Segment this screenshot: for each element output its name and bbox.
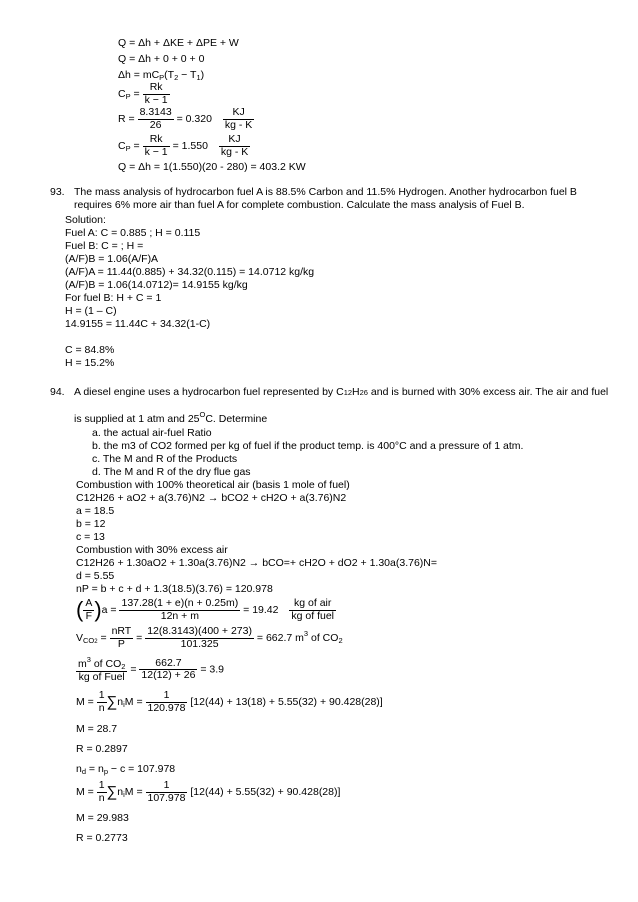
solution-line: C12H26 + 1.30aO2 + 1.30a(3.76)N2 → bCO=+ cH2O + dO2 + 1.30a(3.76)N= bbox=[76, 557, 438, 569]
solution-line: b = 12 bbox=[76, 518, 106, 530]
solution-line: (A/F)A = 11.44(0.885) + 34.32(0.115) = 14.0712 kg/kg bbox=[65, 266, 315, 278]
equation-dry-moles: $n_d = n_p - c = 107.978$ bbox=[76, 763, 176, 776]
solution-line: 14.9155 = 11.44C + 34.32(1-C) bbox=[65, 318, 211, 330]
solution-line: d = 5.55 bbox=[76, 570, 115, 582]
equation-air-fuel-ratio: ( $\frac{A}{F}$ )a = $\frac{137.28(1 + e)(n + 0.25m)}{12n + m}$ = 19.42 $\frac{\text{kg of air}}{\text{kg of fuel}}$ bbox=[76, 597, 335, 623]
solution-line: (A/F)B = 1.06(A/F)A bbox=[65, 253, 159, 265]
result-gas-constant-dry: R = 0.2773 bbox=[76, 832, 128, 844]
solution-line: (A/F)B = 1.06(14.0712)= 14.9155 kg/kg bbox=[65, 279, 248, 291]
problem-number: 94. bbox=[50, 386, 65, 398]
solution-line: a = 18.5 bbox=[76, 505, 115, 517]
result-molecular-weight-products: M = 28.7 bbox=[76, 723, 118, 735]
equation-molecular-weight-products: M = $\frac{1}{n}$ $\sum n_iM$ = $\frac{1}{120.978}$ [12(44) + 13(18) + 5.55(32) + 90.428(28)] bbox=[76, 689, 383, 714]
solution-line: C12H26 + aO2 + a(3.76)N2 → bCO2 + cH2O + a(3.76)N2 bbox=[76, 492, 347, 504]
equation-molecular-weight-dry: M = $\frac{1}{n}$ $\sum n_iM$ = $\frac{1}{107.978}$ [12(44) + 5.55(32) + 90.428(28)] bbox=[76, 779, 341, 804]
equation-enthalpy: $\Delta h = mC_P(T_2 - T_1)$ bbox=[118, 69, 205, 82]
problem-item: c. The M and R of the Products bbox=[92, 453, 238, 465]
solution-line: Fuel B: C = ; H = bbox=[65, 240, 144, 252]
problem-item: d. The M and R of the dry flue gas bbox=[92, 466, 251, 478]
solution-line: Fuel A: C = 0.885 ; H = 0.115 bbox=[65, 227, 201, 239]
problem-94-question: A diesel engine uses a hydrocarbon fuel represented by C12H26 and is burned with 30% excess air. The air and fuel is supplied at 1 atm and $25^OC$. Determine bbox=[74, 386, 609, 425]
equation-co2-per-kg: $\frac{m^3 of CO_2}{\text{kg of Fuel}}$ = $\frac{662.7}{12(12) + 26}$ = 3.9 bbox=[78, 655, 224, 684]
solution-line: Solution: bbox=[65, 214, 106, 226]
solution-line: c = 13 bbox=[76, 531, 105, 543]
equation-co2-volume: $V_{CO2}$ = $\frac{\text{nRT}}{P}$ = $\frac{12(8.3143)(400 + 273)}{101.325}$ = 662.7 $m^3$ of $CO_2$ bbox=[76, 625, 343, 650]
equation-cp-value: $C_P$ = $\frac{Rk}{k - 1}$ = 1.550 $\frac{KJ}{kg - K}$ bbox=[118, 133, 249, 158]
equation-energy-simplified: Q = Δh + 0 + 0 + 0 bbox=[118, 53, 205, 65]
problem-number: 93. bbox=[50, 186, 65, 198]
equation-gas-constant: R = $\frac{8.3143}{26}$ = 0.320 $\frac{KJ}{kg - K}$ bbox=[118, 106, 253, 131]
result-gas-constant-products: R = 0.2897 bbox=[76, 743, 128, 755]
equation-heat-result: Q = Δh = 1(1.550)(20 - 280) = 403.2 KW bbox=[118, 161, 306, 173]
solution-line: H = 15.2% bbox=[65, 357, 115, 369]
solution-line: C = 84.8% bbox=[65, 344, 115, 356]
solution-line: nP = b + c + d + 1.3(18.5)(3.76) = 120.978 bbox=[76, 583, 273, 595]
problem-93-question: The mass analysis of hydrocarbon fuel A is 88.5% Carbon and 11.5% Hydrogen. Another hydrocarbon fuel B requires 6% more air than fuel A for complete combustion. Calculate the mass analysis of Fuel B. bbox=[74, 186, 577, 211]
solution-line: For fuel B: H + C = 1 bbox=[65, 292, 162, 304]
result-molecular-weight-dry: M = 29.983 bbox=[76, 812, 129, 824]
solution-line: Combustion with 100% theoretical air (basis 1 mole of fuel) bbox=[76, 479, 350, 491]
equation-cp: $C_P$ = $\frac{Rk}{k - 1}$ bbox=[118, 81, 168, 106]
problem-93 bbox=[50, 186, 610, 212]
solution-line: H = (1 – C) bbox=[65, 305, 117, 317]
solution-line: Combustion with 30% excess air bbox=[76, 544, 228, 556]
problem-94 bbox=[50, 381, 610, 430]
problem-item: b. the m3 of CO2 formed per kg of fuel if the product temp. is 400°C and a pressure of 1 atm. bbox=[92, 440, 524, 452]
equation-energy: Q = Δh + ΔKE + ΔPE + W bbox=[118, 37, 239, 49]
problem-item: a. the actual air-fuel Ratio bbox=[92, 427, 212, 439]
